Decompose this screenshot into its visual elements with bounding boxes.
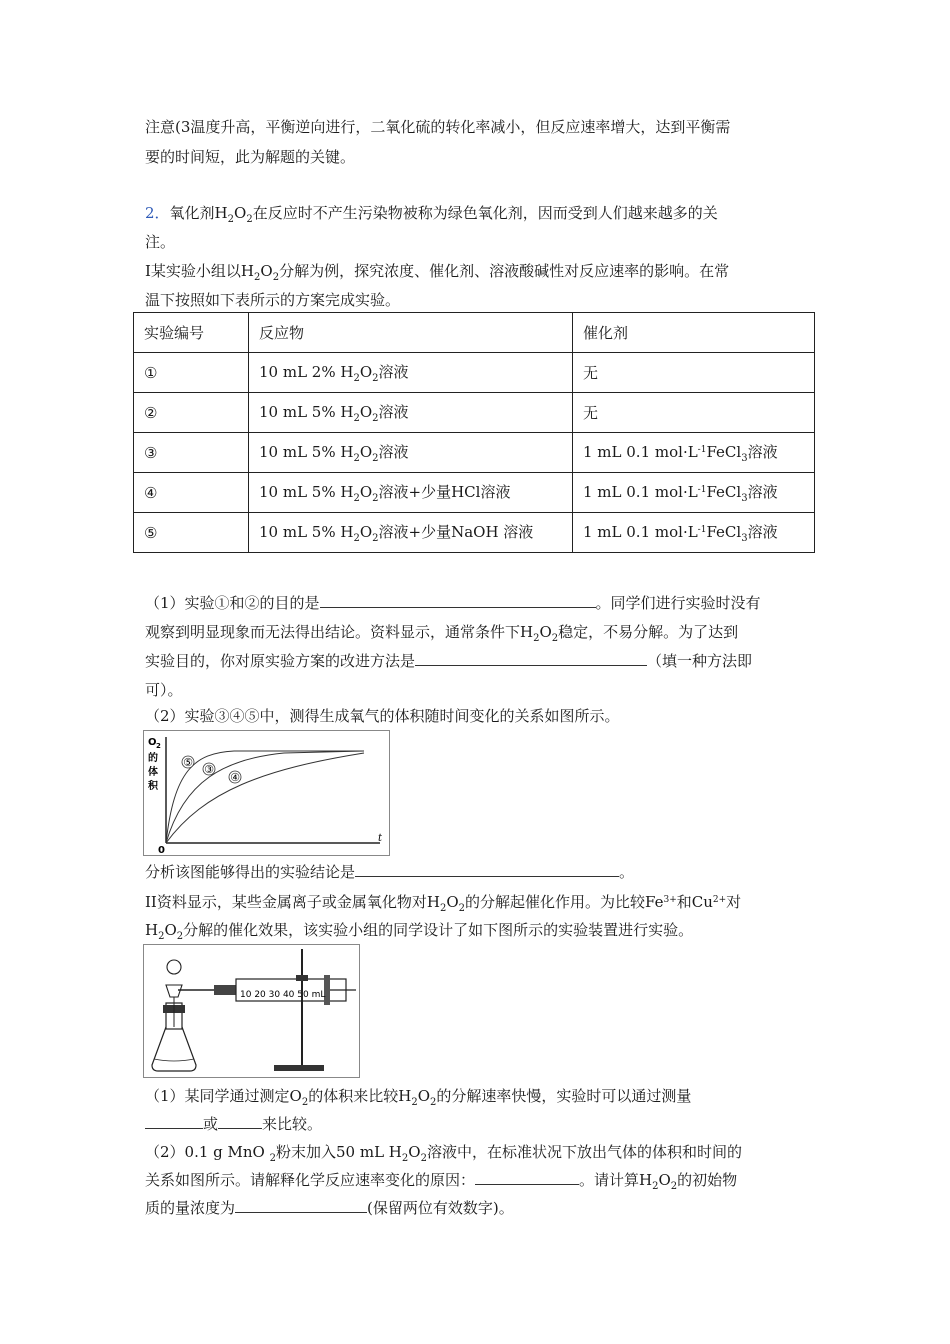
part3-line-5: 质的量浓度为 (保留两位有效数字)。 [145, 1199, 514, 1217]
part1-line-2: 观察到明显现象而无法得出结论。资料显示，通常条件下$H_2O_2$稳定，不易分解。为了达到 [145, 623, 739, 644]
curve-label-5: ⑤ [183, 756, 193, 769]
table-row [134, 513, 815, 553]
cell-id: ② [134, 393, 249, 433]
y-label-o: O [148, 737, 157, 748]
funnel [166, 985, 182, 997]
clamp [296, 975, 308, 981]
cell-reactant: 10 mL 5% $H_2O_2$溶液+少量HCl溶液 [249, 473, 573, 513]
intro-line-2: 要的时间短，此为解题的关键。 [145, 148, 356, 166]
apparatus-figure [143, 944, 360, 1078]
part2-line-2: II资料显示，某些金属离子或金属氧化物对$H_2O_2$的分解起催化作用。为比较$Fe^{3+}$和$Cu^{2+}$对 [145, 893, 742, 914]
q2-line-1: 2．氧化剂$H_2O_2$在反应时不产生污染物被称为绿色氧化剂，因而受到人们越来越多的关 [145, 204, 718, 225]
cell-id: ⑤ [134, 513, 249, 553]
y-label-char: 的 [148, 753, 158, 764]
apparatus-svg [144, 945, 359, 1077]
curve-3 [166, 751, 364, 843]
part3-line-1: （1）某同学通过测定$O_2$的体积来比较$H_2O_2$的分解速率快慢，实验时可以通过测量 [145, 1087, 692, 1108]
cell-catalyst: 1 mL 0.1 $mol\cdot L^{-1}FeCl_3$溶液 [573, 473, 815, 513]
question-number: 2． [145, 204, 170, 222]
origin-label: 0 [158, 845, 165, 855]
answer-blank[interactable] [320, 593, 596, 608]
syringe-scale: 10 20 30 40 50 mL [240, 990, 326, 1000]
part3-line-4: 关系如图所示。请解释化学反应速率变化的原因： 。请计算$H_2O_2$的初始物 [145, 1171, 738, 1192]
cell-catalyst: 无 [573, 353, 815, 393]
intro-line-1: 注意(3温度升高，平衡逆向进行，二氧化硫的转化率减小，但反应速率增大，达到平衡需 [145, 118, 731, 136]
header-id: 实验编号 [134, 313, 249, 353]
o2-volume-graph-svg [144, 731, 389, 855]
cell-catalyst: 无 [573, 393, 815, 433]
curve-label-4: ④ [230, 771, 240, 784]
cell-id: ① [134, 353, 249, 393]
tube-connector [214, 985, 236, 995]
cell-catalyst: 1 mL 0.1 $mol\cdot L^{-1}FeCl_3$溶液 [573, 513, 815, 553]
cell-reactant: 10 mL 2% $H_2O_2$溶液 [249, 353, 573, 393]
answer-blank[interactable] [355, 862, 619, 877]
part1-line-5: （2）实验③④⑤中，测得生成氧气的体积随时间变化的关系如图所示。 [145, 707, 620, 725]
y-label-sub: 2 [156, 742, 161, 750]
answer-blank[interactable] [218, 1114, 262, 1129]
flask [152, 1027, 196, 1071]
part2-line-3: $H_2O_2$分解的催化效果，该实验小组的同学设计了如下图所示的实验装置进行实验。 [145, 921, 694, 942]
table-header-row [134, 313, 815, 353]
part3-line-3: （2）0.1 g MnO $_2$粉末加入50 mL $H_2O_2$溶液中，在标准状况下放出气体的体积和时间的 [145, 1143, 742, 1164]
part1-line-3: 实验目的，你对原实验方案的改进方法是 （填一种方法即 [145, 652, 753, 670]
stand-base [274, 1065, 324, 1071]
o2-volume-graph [143, 730, 390, 856]
part2-line-1: 分析该图能够得出的实验结论是 。 [145, 863, 635, 881]
part1-line-1: （1）实验①和②的目的是 。同学们进行实验时没有 [145, 594, 761, 612]
table-row [134, 353, 815, 393]
experiment-table [133, 312, 815, 553]
answer-blank[interactable] [235, 1198, 367, 1213]
cell-reactant: 10 mL 5% $H_2O_2$溶液+少量NaOH 溶液 [249, 513, 573, 553]
cell-id: ④ [134, 473, 249, 513]
answer-blank[interactable] [415, 651, 647, 666]
y-label-char: 体 [148, 767, 158, 778]
cell-reactant: 10 mL 5% $H_2O_2$溶液 [249, 393, 573, 433]
answer-blank[interactable] [475, 1170, 579, 1185]
answer-blank[interactable] [145, 1114, 203, 1129]
q2-line-2: 注。 [145, 233, 176, 251]
curve-5 [166, 751, 364, 843]
table-row [134, 393, 815, 433]
header-reactant: 反应物 [249, 313, 573, 353]
table-row [134, 433, 815, 473]
part3-line-2: 或 来比较。 [145, 1114, 322, 1134]
curve-4 [166, 753, 364, 843]
cell-id: ③ [134, 433, 249, 473]
q2-para-1: I某实验小组以$H_2O_2$分解为例，探究浓度、催化剂、溶液酸碱性对反应速率的影响。在常 [145, 262, 730, 283]
header-catalyst: 催化剂 [573, 313, 815, 353]
x-label: t [378, 833, 383, 844]
funnel-bulb [167, 960, 181, 974]
cell-reactant: 10 mL 5% $H_2O_2$溶液 [249, 433, 573, 473]
y-label-char: 积 [148, 781, 158, 792]
table-row [134, 473, 815, 513]
q2-para-2: 温下按照如下表所示的方案完成实验。 [145, 291, 401, 309]
cell-catalyst: 1 mL 0.1 $mol\cdot L^{-1}FeCl_3$溶液 [573, 433, 815, 473]
curve-label-3: ③ [204, 763, 214, 776]
part1-line-4: 可）。 [145, 681, 183, 699]
